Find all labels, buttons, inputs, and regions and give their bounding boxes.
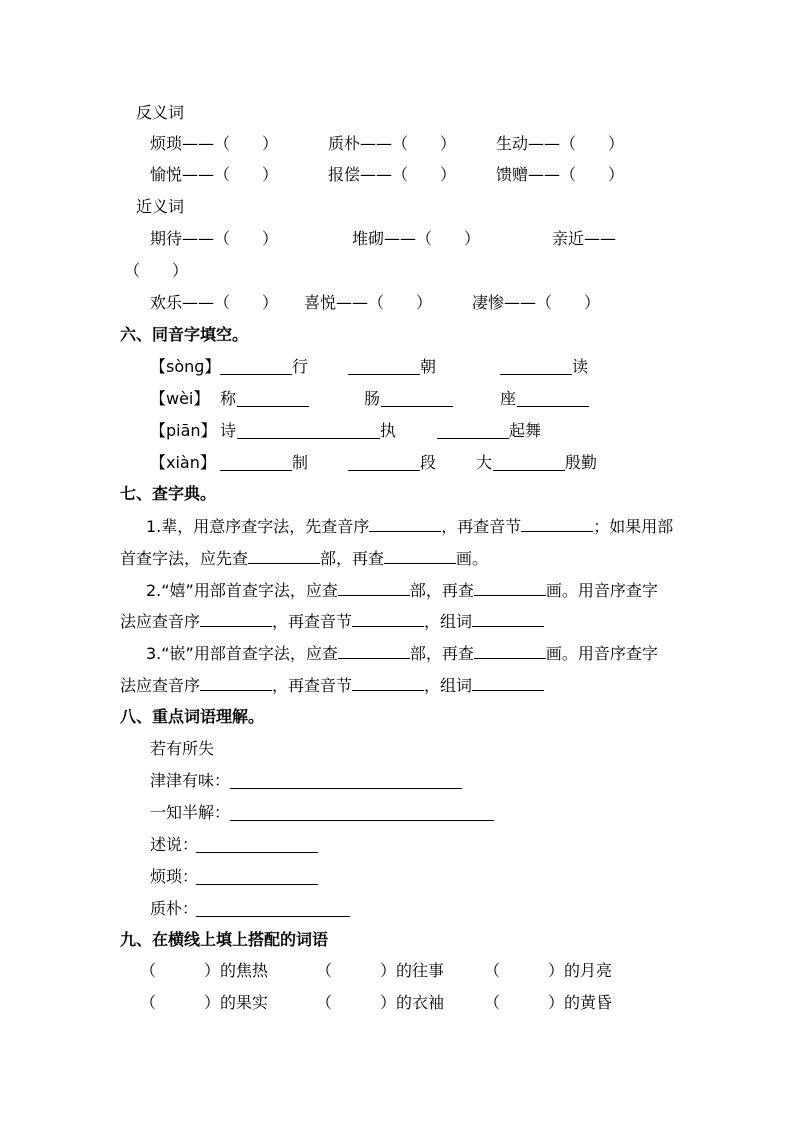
pinyin-label: 【sònɡ】	[150, 357, 221, 376]
antonym-item: 质朴——（ ）	[328, 134, 457, 153]
homophone-char: 诗	[220, 421, 237, 440]
blank-line[interactable]	[200, 611, 272, 627]
blank-line[interactable]	[348, 374, 420, 375]
antonym-item: 烦琐——（ ）	[150, 134, 279, 153]
match-item: （ ）的焦热	[140, 961, 269, 980]
blank-line[interactable]	[369, 516, 441, 532]
synonym-item: 喜悦——（ ）	[304, 293, 433, 312]
answer-line[interactable]	[196, 884, 318, 885]
match-item: （ ）的果实	[140, 993, 269, 1012]
blank-line[interactable]	[220, 470, 292, 471]
homophone-char: 行	[292, 357, 309, 376]
text-part: 画。	[456, 549, 489, 568]
text-part: 首查字法，应先查	[120, 549, 249, 568]
blank-line[interactable]	[200, 675, 272, 691]
match-item: （ ）的衣袖	[316, 993, 445, 1012]
synonym-item: 凄惨——（ ）	[472, 293, 601, 312]
vocab-item: 质朴：	[150, 899, 199, 918]
text-part: 2.“嬉”用部首查字法，应查	[146, 581, 338, 600]
match-item: （ ）的黄昏	[484, 993, 613, 1012]
section7-title: 七、查字典。	[120, 484, 217, 503]
match-item: （ ）的月亮	[484, 961, 613, 980]
text-part: 部，再查	[409, 581, 474, 600]
synonym-item: 期待——（ ）	[150, 229, 279, 248]
text-part: 部，再查	[320, 549, 385, 568]
homophone-char: 读	[572, 357, 589, 376]
question-text	[146, 516, 673, 537]
text-part: 画。用音序查字	[545, 581, 658, 600]
synonym-item-wrap: （ ）	[124, 261, 189, 280]
vocab-item: 若有所失	[150, 739, 215, 758]
homophone-char: 座	[500, 389, 517, 408]
homophone-char: 称	[220, 389, 237, 408]
synonym-item: 亲近——	[552, 229, 617, 248]
homophone-char: 殷勤	[565, 453, 598, 472]
match-item: （ ）的往事	[316, 961, 445, 980]
antonym-item: 愉悦——（ ）	[150, 165, 279, 184]
blank-line[interactable]	[381, 406, 453, 407]
answer-line[interactable]	[196, 852, 318, 853]
blank-line[interactable]	[493, 470, 565, 471]
blank-line[interactable]	[437, 438, 509, 439]
text-part: ，再查音节	[272, 676, 353, 695]
answer-line[interactable]	[230, 788, 462, 789]
blank-line[interactable]	[472, 611, 544, 627]
antonym-item: 馈赠——（ ）	[496, 165, 625, 184]
homophone-char: 肠	[364, 389, 381, 408]
antonym-item: 生动——（ ）	[496, 134, 625, 153]
synonym-item: 欢乐——（ ）	[150, 293, 279, 312]
homophone-char: 制	[292, 453, 309, 472]
homophone-char: 起舞	[509, 421, 542, 440]
blank-line[interactable]	[521, 516, 593, 532]
answer-line[interactable]	[230, 820, 494, 821]
answer-line[interactable]	[196, 916, 350, 917]
question-text	[146, 580, 658, 601]
homophone-char: 朝	[420, 357, 437, 376]
blank-line[interactable]	[338, 580, 410, 596]
text-part: ，再查音节	[441, 517, 522, 536]
synonym-item: 堆砌——（ ）	[352, 229, 481, 248]
homophone-char: 大	[476, 453, 493, 472]
vocab-item: 津津有味：	[150, 771, 231, 790]
question-text	[120, 611, 544, 632]
blank-line[interactable]	[384, 548, 456, 564]
blank-line[interactable]	[472, 675, 544, 691]
blank-line[interactable]	[220, 374, 292, 375]
text-part: ，再查音节	[272, 612, 353, 631]
blank-line[interactable]	[338, 643, 410, 659]
pinyin-label: 【xiàn】	[150, 453, 216, 472]
blank-line[interactable]	[237, 406, 309, 407]
blank-line[interactable]	[474, 580, 546, 596]
blank-line[interactable]	[348, 470, 420, 471]
blank-line[interactable]	[474, 643, 546, 659]
text-part: 1.辈，用意序查字法，先查音序	[146, 517, 370, 536]
question-text	[146, 643, 658, 664]
blank-line[interactable]	[517, 406, 589, 407]
blank-line[interactable]	[500, 374, 572, 375]
section9-title: 九、在横线上填上搭配的词语	[120, 930, 329, 949]
text-part: ，组词	[424, 612, 473, 631]
blank-line[interactable]	[248, 548, 320, 564]
text-part: 画。用音序查字	[545, 644, 658, 663]
blank-line[interactable]	[352, 611, 424, 627]
section6-title: 六、同音字填空。	[120, 325, 249, 344]
vocab-item: 一知半解：	[150, 803, 231, 822]
text-part: 法应查音序	[120, 676, 201, 695]
text-part: 3.“嵌”用部首查字法，应查	[146, 644, 338, 663]
vocab-item: 烦琐：	[150, 867, 199, 886]
synonyms-label: 近义词	[136, 197, 185, 216]
question-text	[120, 675, 544, 696]
text-part: ；如果用部	[593, 517, 674, 536]
pinyin-label: 【wèi】	[150, 389, 210, 408]
homophone-char: 段	[420, 453, 437, 472]
text-part: 部，再查	[409, 644, 474, 663]
text-part: ，组词	[424, 676, 473, 695]
homophone-char: 执	[380, 421, 397, 440]
blank-line[interactable]	[237, 438, 380, 439]
vocab-item: 述说：	[150, 835, 199, 854]
section8-title: 八、重点词语理解。	[120, 707, 265, 726]
pinyin-label: 【piān】	[150, 421, 217, 440]
antonym-item: 报偿——（ ）	[328, 165, 457, 184]
text-part: 法应查音序	[120, 612, 201, 631]
antonyms-label: 反义词	[136, 103, 185, 122]
question-text	[120, 548, 488, 569]
blank-line[interactable]	[352, 675, 424, 691]
